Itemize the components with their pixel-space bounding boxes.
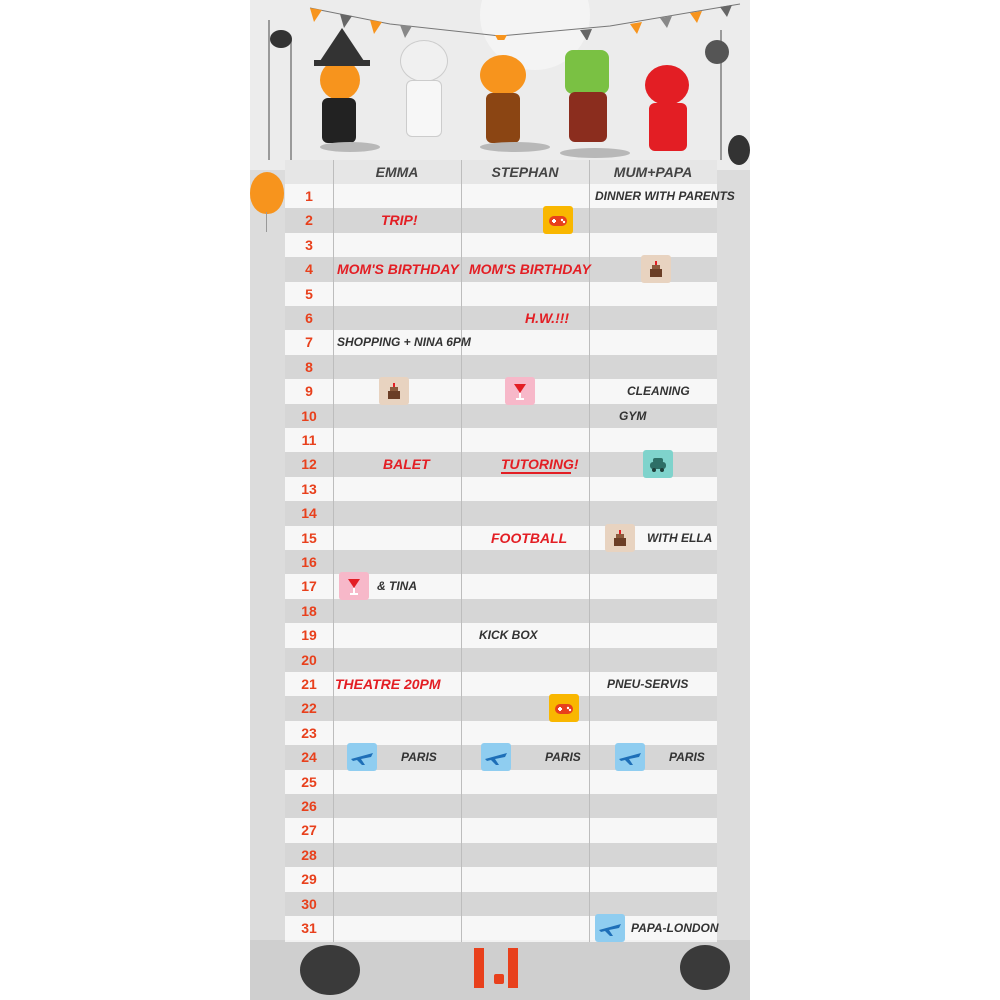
plane-icon bbox=[595, 914, 625, 942]
plane-icon bbox=[481, 743, 511, 771]
balloon-illustration bbox=[250, 172, 284, 214]
calendar-row bbox=[285, 843, 717, 867]
cat-illustration bbox=[300, 945, 360, 995]
kid-shadow bbox=[320, 142, 380, 152]
day-number: 29 bbox=[301, 871, 317, 888]
calendar-row bbox=[285, 233, 717, 257]
day-number: 10 bbox=[301, 407, 317, 424]
day-number: 24 bbox=[301, 749, 317, 766]
cake-icon bbox=[379, 377, 409, 405]
day-number: 28 bbox=[301, 846, 317, 863]
tree-trunk-left-2 bbox=[290, 40, 292, 160]
day-number: 30 bbox=[301, 895, 317, 912]
calendar-row bbox=[285, 282, 717, 306]
calendar-row bbox=[285, 599, 717, 623]
event-d21-emma[interactable]: THEATRE 20PM bbox=[335, 676, 441, 692]
calendar-row bbox=[285, 696, 717, 720]
day-number: 27 bbox=[301, 822, 317, 839]
calendar-row bbox=[285, 428, 717, 452]
cake-icon bbox=[605, 524, 635, 552]
event-d31-mum[interactable]: PAPA-LONDON bbox=[631, 921, 719, 935]
event-d17-emma[interactable]: & TINA bbox=[377, 579, 417, 594]
calendar-row bbox=[285, 477, 717, 501]
day-number: 15 bbox=[301, 529, 317, 546]
calendar-row bbox=[285, 404, 717, 428]
calendar-row bbox=[285, 770, 717, 794]
day-number: 4 bbox=[305, 261, 313, 278]
calendar-row bbox=[285, 721, 717, 745]
calendar-row bbox=[285, 648, 717, 672]
day-number: 26 bbox=[301, 798, 317, 814]
event-d4-emma[interactable]: MOM'S BIRTHDAY bbox=[337, 261, 459, 278]
column-divider bbox=[461, 160, 462, 942]
calendar-row bbox=[285, 355, 717, 379]
column-header-emma: EMMA bbox=[333, 160, 461, 184]
calendar-row bbox=[285, 208, 717, 232]
car-icon bbox=[643, 450, 673, 478]
day-number: 5 bbox=[305, 285, 313, 302]
plane-icon bbox=[615, 743, 645, 771]
family-calendar-grid bbox=[285, 160, 735, 942]
day-number: 17 bbox=[301, 578, 317, 595]
balloon-string bbox=[266, 212, 267, 232]
day-number: 3 bbox=[305, 236, 313, 253]
column-header-day bbox=[285, 160, 333, 184]
day-number: 19 bbox=[301, 627, 317, 644]
calendar-row bbox=[285, 550, 717, 574]
plane-icon bbox=[347, 743, 377, 771]
day-number: 31 bbox=[301, 920, 317, 936]
event-d12-stephan[interactable]: TUTORING! bbox=[501, 456, 579, 473]
event-d12-emma[interactable]: BALET bbox=[383, 456, 430, 473]
event-d1-mum[interactable]: DINNER WITH PARENTS bbox=[595, 189, 735, 203]
day-number: 20 bbox=[301, 651, 317, 668]
day-number: 11 bbox=[301, 432, 317, 448]
day-number: 25 bbox=[301, 773, 317, 790]
column-header-mum: MUM+PAPA bbox=[589, 160, 717, 184]
event-d21-mum[interactable]: PNEU-SERVIS bbox=[607, 677, 689, 691]
day-number: 2 bbox=[305, 212, 313, 229]
day-number: 9 bbox=[305, 383, 313, 400]
day-number: 8 bbox=[305, 358, 313, 375]
day-number: 21 bbox=[301, 676, 317, 692]
gamepad-icon bbox=[549, 694, 579, 722]
event-d24-emma[interactable]: PARIS bbox=[401, 750, 437, 765]
event-d15-stephan[interactable]: FOOTBALL bbox=[491, 529, 568, 546]
day-number: 1 bbox=[305, 188, 313, 204]
column-header-stephan: STEPHAN bbox=[461, 160, 589, 184]
event-d6-stephan[interactable]: H.W.!!! bbox=[525, 310, 570, 326]
day-number: 22 bbox=[301, 700, 317, 717]
cake-icon bbox=[641, 255, 671, 283]
event-underline bbox=[501, 472, 571, 474]
day-number: 6 bbox=[305, 310, 313, 326]
gamepad-icon bbox=[543, 206, 573, 234]
calendar-row bbox=[285, 867, 717, 891]
day-number: 18 bbox=[301, 602, 317, 619]
calendar-row bbox=[285, 818, 717, 842]
event-d4-stephan[interactable]: MOM'S BIRTHDAY bbox=[469, 261, 591, 278]
event-d19-stephan[interactable]: KICK BOX bbox=[479, 628, 538, 643]
kid-shadow bbox=[480, 142, 550, 152]
day-number: 14 bbox=[301, 505, 317, 522]
event-d2-emma[interactable]: TRIP! bbox=[381, 212, 418, 229]
calendar-row bbox=[285, 501, 717, 525]
day-number: 12 bbox=[301, 456, 317, 473]
calendar-row bbox=[285, 794, 717, 818]
day-number: 7 bbox=[305, 334, 313, 351]
brand-logo bbox=[474, 948, 524, 988]
day-number: 13 bbox=[301, 480, 317, 497]
owl-illustration bbox=[705, 40, 729, 64]
column-divider bbox=[333, 160, 334, 942]
day-number: 23 bbox=[301, 724, 317, 741]
event-d24-stephan[interactable]: PARIS bbox=[545, 750, 581, 765]
day-number: 16 bbox=[301, 554, 317, 570]
bird-illustration bbox=[270, 30, 292, 48]
drink-icon bbox=[339, 572, 369, 600]
event-d7-emma[interactable]: SHOPPING + NINA 6PM bbox=[337, 335, 471, 350]
event-d24-mum[interactable]: PARIS bbox=[669, 750, 705, 765]
calendar-row bbox=[285, 892, 717, 916]
crow-illustration bbox=[728, 135, 750, 165]
event-d9-mum[interactable]: CLEANING bbox=[627, 384, 690, 399]
event-d15-mum[interactable]: WITH ELLA bbox=[647, 530, 713, 545]
bat-illustration bbox=[680, 945, 730, 990]
drink-icon bbox=[505, 377, 535, 405]
kid-shadow bbox=[560, 148, 630, 158]
event-d10-mum[interactable]: GYM bbox=[619, 408, 647, 423]
calendar-row bbox=[285, 306, 717, 330]
